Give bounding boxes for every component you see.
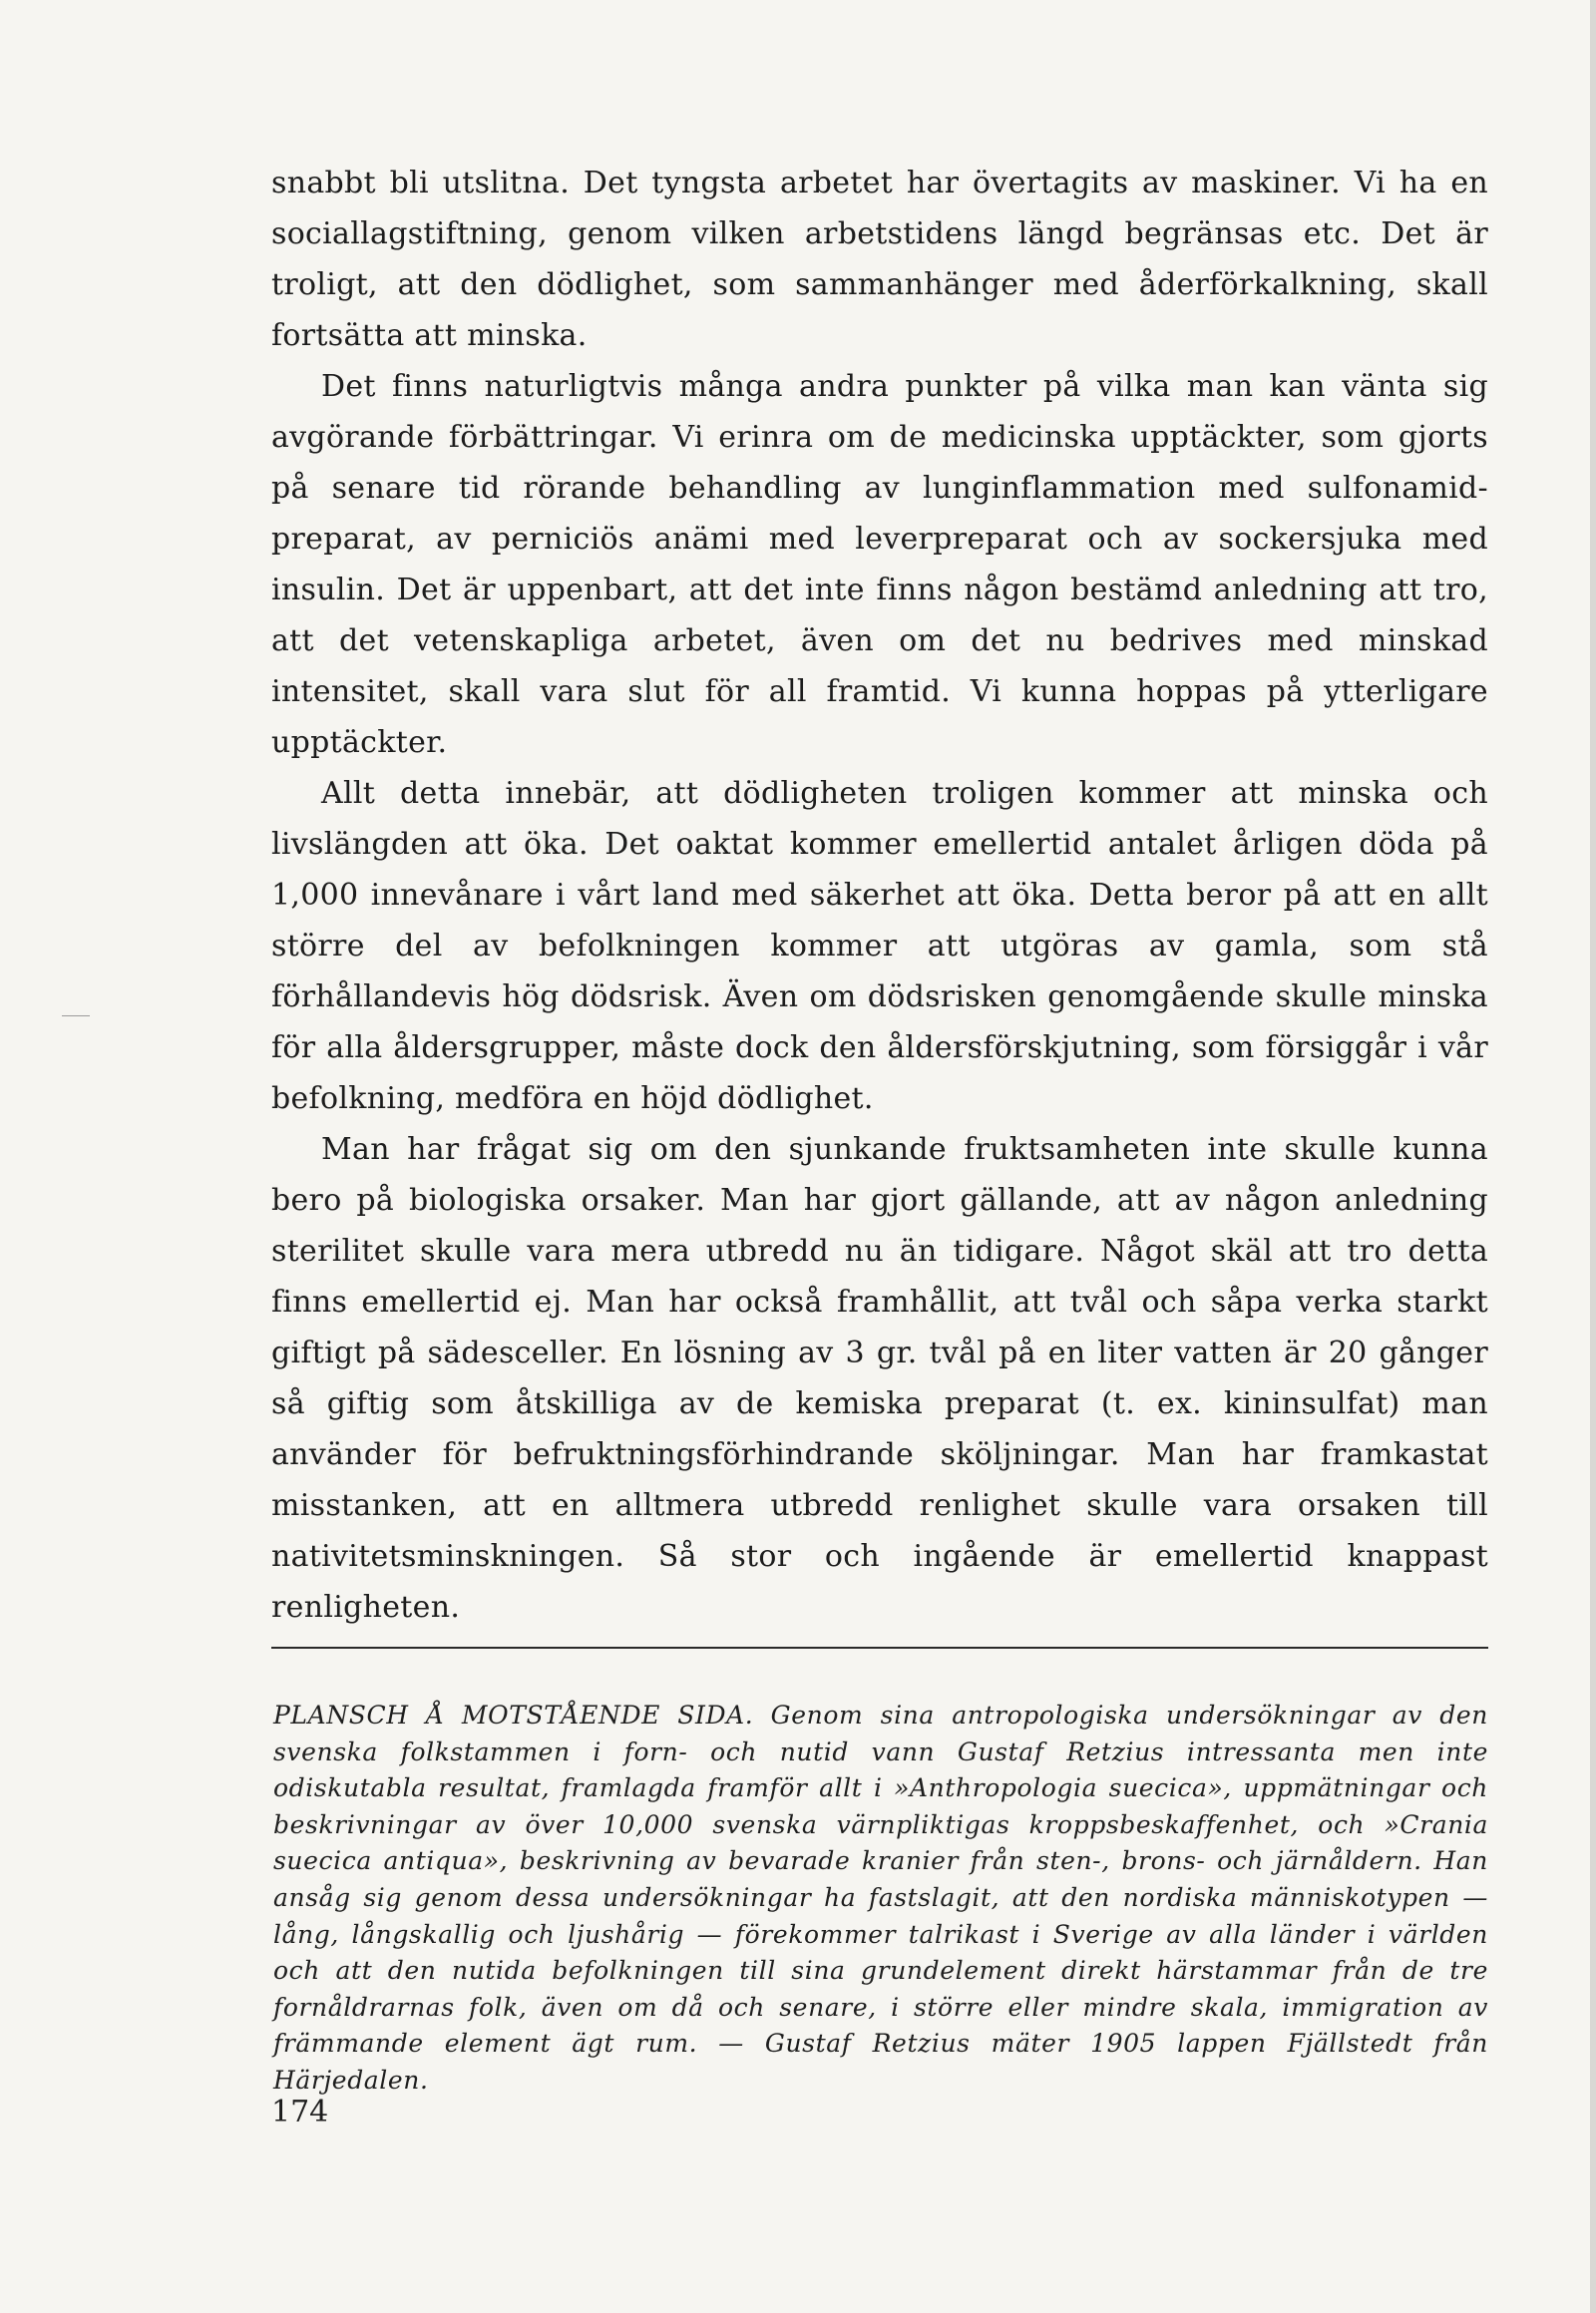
margin-mark (62, 1015, 90, 1016)
paragraph-1: snabbt bli utslitna. Det tyngsta arbetet har övertagits av maskiner. Vi ha en sociallagstiftning, genom vilken arbetstidens längd begränsas etc. Det är troligt, att den dödlighet, som sammanhänger med åderförkalkning, skall fortsätta att minska. (271, 166, 1488, 353)
plate-caption: PLANSCH Å MOTSTÅENDE SIDA. Genom sina antropologiska undersökningar av den svenska folkstammen i forn- och nutid vann Gustaf Retzius intressanta men inte odiskutabla resultat, framlagda framför allt i »Anthropologia suecica», uppmätningar och beskrivningar av över 10,000 svenska värnpliktigas kroppsbeskaffenhet, och »Crania suecica antiqua», beskrivning av bevarade kranier från sten-, brons- och järnåldern. Han ansåg sig genom dessa undersökningar ha fastslagit, att den nordiska människotypen — lång, långskallig och ljushårig — förekommer talrikast i Sverige av alla länder i världen och att den nutida befolkningen till sina grundelement direkt härstammar från de tre fornåldrarnas folk, även om då och senare, i större eller mindre skala, immigration av främmande element ägt rum. — Gustaf Retzius mäter 1905 lappen Fjällstedt från Härjedalen. (273, 1701, 1488, 2095)
paragraph-2: Det finns naturligtvis många andra punkter på vilka man kan vänta sig avgörande förbättringar. Vi erinra om de medicinska upptäckter, som gjorts på senare tid rörande behandling av lunginflammation med sulfonamid-preparat, av perniciös anämi med leverpreparat och av sockersjuka med insulin. Det är uppenbart, att det inte finns någon bestämd anledning att tro, att det vetenskapliga arbetet, även om det nu bedrives med minskad intensitet, skall vara slut för all framtid. Vi kunna hoppas på ytterligare upptäckter. (271, 369, 1488, 760)
page-number: 174 (271, 2095, 329, 2129)
paragraph-3: Allt detta innebär, att dödligheten troligen kommer att minska och livslängden att öka. Det oaktat kommer emellertid antalet årligen döda på 1,000 innevånare i vårt land med säkerhet att öka. Detta beror på att en allt större del av befolkningen kommer att utgöras av gamla, som stå förhållandevis hög dödsrisk. Även om dödsrisken genomgående skulle minska för alla åldersgrupper, måste dock den åldersförskjutning, som försiggår i vår befolkning, medföra en höjd dödlighet. (271, 776, 1488, 1116)
page-edge (1590, 0, 1596, 2313)
body-text (271, 158, 1488, 1633)
caption-divider (271, 1647, 1488, 1649)
paragraph-4: Man har frågat sig om den sjunkande fruktsamheten inte skulle kunna bero på biologiska orsaker. Man har gjort gällande, att av någon anledning sterilitet skulle vara mera utbredd nu än tidigare. Något skäl att tro detta finns emellertid ej. Man har också framhållit, att tvål och såpa verka starkt giftigt på sädesceller. En lösning av 3 gr. tvål på en liter vatten är 20 gånger så giftig som åtskilliga av de kemiska preparat (t. ex. kininsulfat) man använder för befruktningsförhindrande sköljningar. Man har framkastat misstanken, att en alltmera utbredd renlighet skulle vara orsaken till nativitetsminskningen. Så stor och ingående är emellertid knappast renligheten. (271, 1132, 1488, 1625)
